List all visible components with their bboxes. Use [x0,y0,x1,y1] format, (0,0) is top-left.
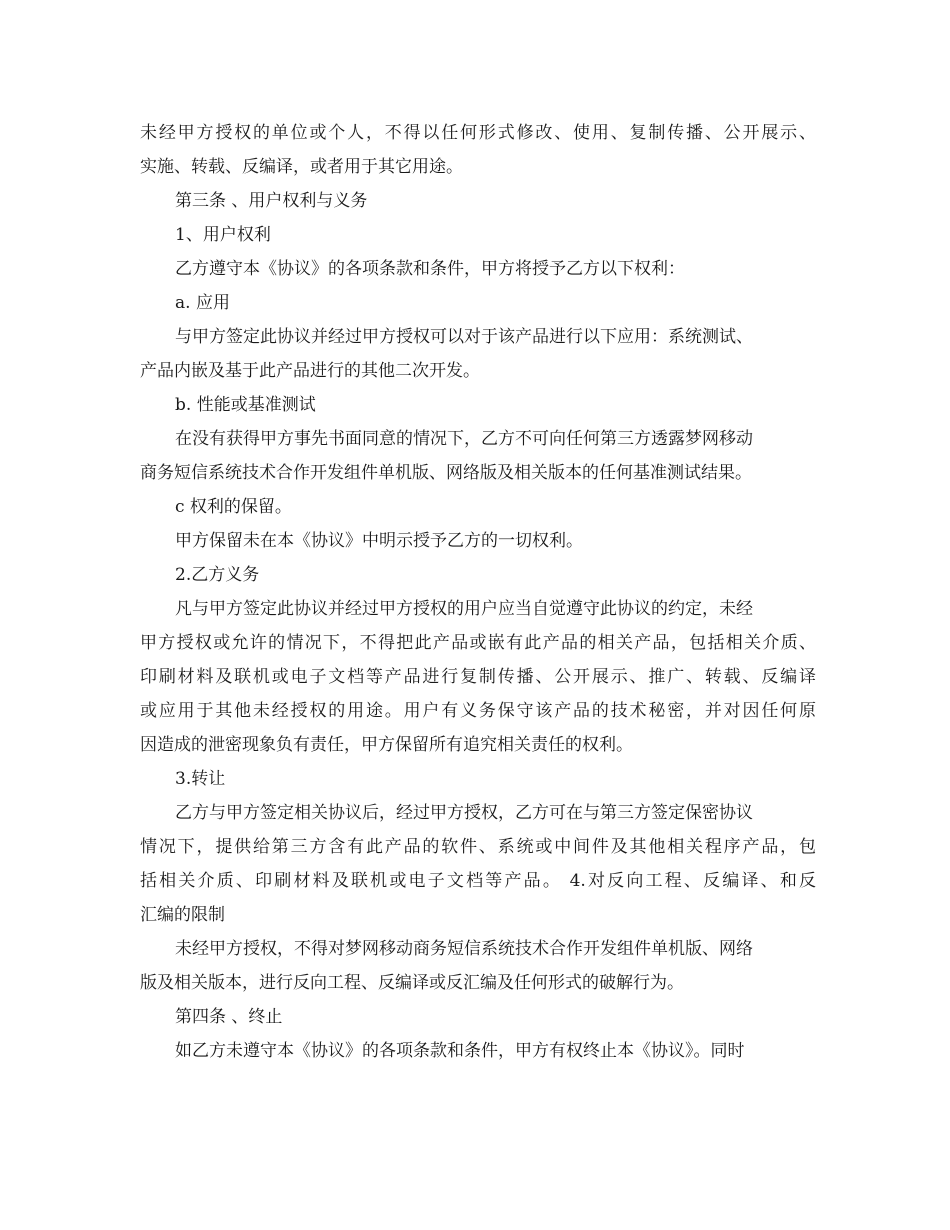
document-line: 甲方保留未在本《协议》中明示授予乙方的一切权利。 [175,531,583,551]
document-line: 情况下，提供给第三方含有此产品的软件、系统或中间件及其他相关程序产品，包 [140,837,816,857]
document-line: 版及相关版本，进行反向工程、反编译或反汇编及任何形式的破解行为。 [140,973,684,993]
document-line: 因造成的泄密现象负有责任，甲方保留所有追究相关责任的权利。 [140,735,633,755]
document-line: 印刷材料及联机或电子文档等产品进行复制传播、公开展示、推广、转载、反编译 [140,667,816,687]
document-line: 未经甲方授权，不得对梦网移动商务短信系统技术合作开发组件单机版、网络 [175,939,753,959]
document-line: 产品内嵌及基于此产品进行的其他二次开发。 [140,361,480,381]
document-line: 如乙方未遵守本《协议》的各项条款和条件，甲方有权终止本《协议》。同时 [175,1041,745,1061]
document-line: 第三条 、用户权利与义务 [175,191,368,211]
document-line: 乙方遵守本《协议》的各项条款和条件，甲方将授予乙方以下权利： [175,259,685,279]
document-line: 1、用户权利 [175,225,271,245]
document-line: a. 应用 [175,293,230,313]
document-line: 括相关介质、印刷材料及联机或电子文档等产品。 4.对反向工程、反编译、和反 [140,871,816,891]
document-line: 或应用于其他未经授权的用途。用户有义务保守该产品的技术秘密，并对因任何原 [140,701,816,721]
document-line: 2.乙方义务 [175,565,260,585]
document-line: 与甲方签定此协议并经过甲方授权可以对于该产品进行以下应用：系统测试、 [175,327,753,347]
document-line: 第四条 、终止 [175,1007,283,1027]
document-line: 商务短信系统技术合作开发组件单机版、网络版及相关版本的任何基准测试结果。 [140,463,752,483]
document-body [140,116,820,1068]
document-line: 3.转让 [175,769,226,789]
document-line: 实施、转载、反编译，或者用于其它用途。 [140,157,463,177]
document-line: 汇编的限制 [140,905,225,925]
document-line: 凡与甲方签定此协议并经过甲方授权的用户应当自觉遵守此协议的约定，未经 [175,599,753,619]
document-line: 甲方授权或允许的情况下，不得把此产品或嵌有此产品的相关产品，包括相关介质、 [140,633,816,653]
document-line: 在没有获得甲方事先书面同意的情况下，乙方不可向任何第三方透露梦网移动 [175,429,753,449]
document-line: 乙方与甲方签定相关协议后，经过甲方授权，乙方可在与第三方签定保密协议 [175,803,753,823]
document-line: 未经甲方授权的单位或个人，不得以任何形式修改、使用、复制传播、公开展示、 [140,123,816,143]
document-line: b. 性能或基准测试 [175,395,316,415]
document-line: c 权利的保留。 [175,497,292,517]
